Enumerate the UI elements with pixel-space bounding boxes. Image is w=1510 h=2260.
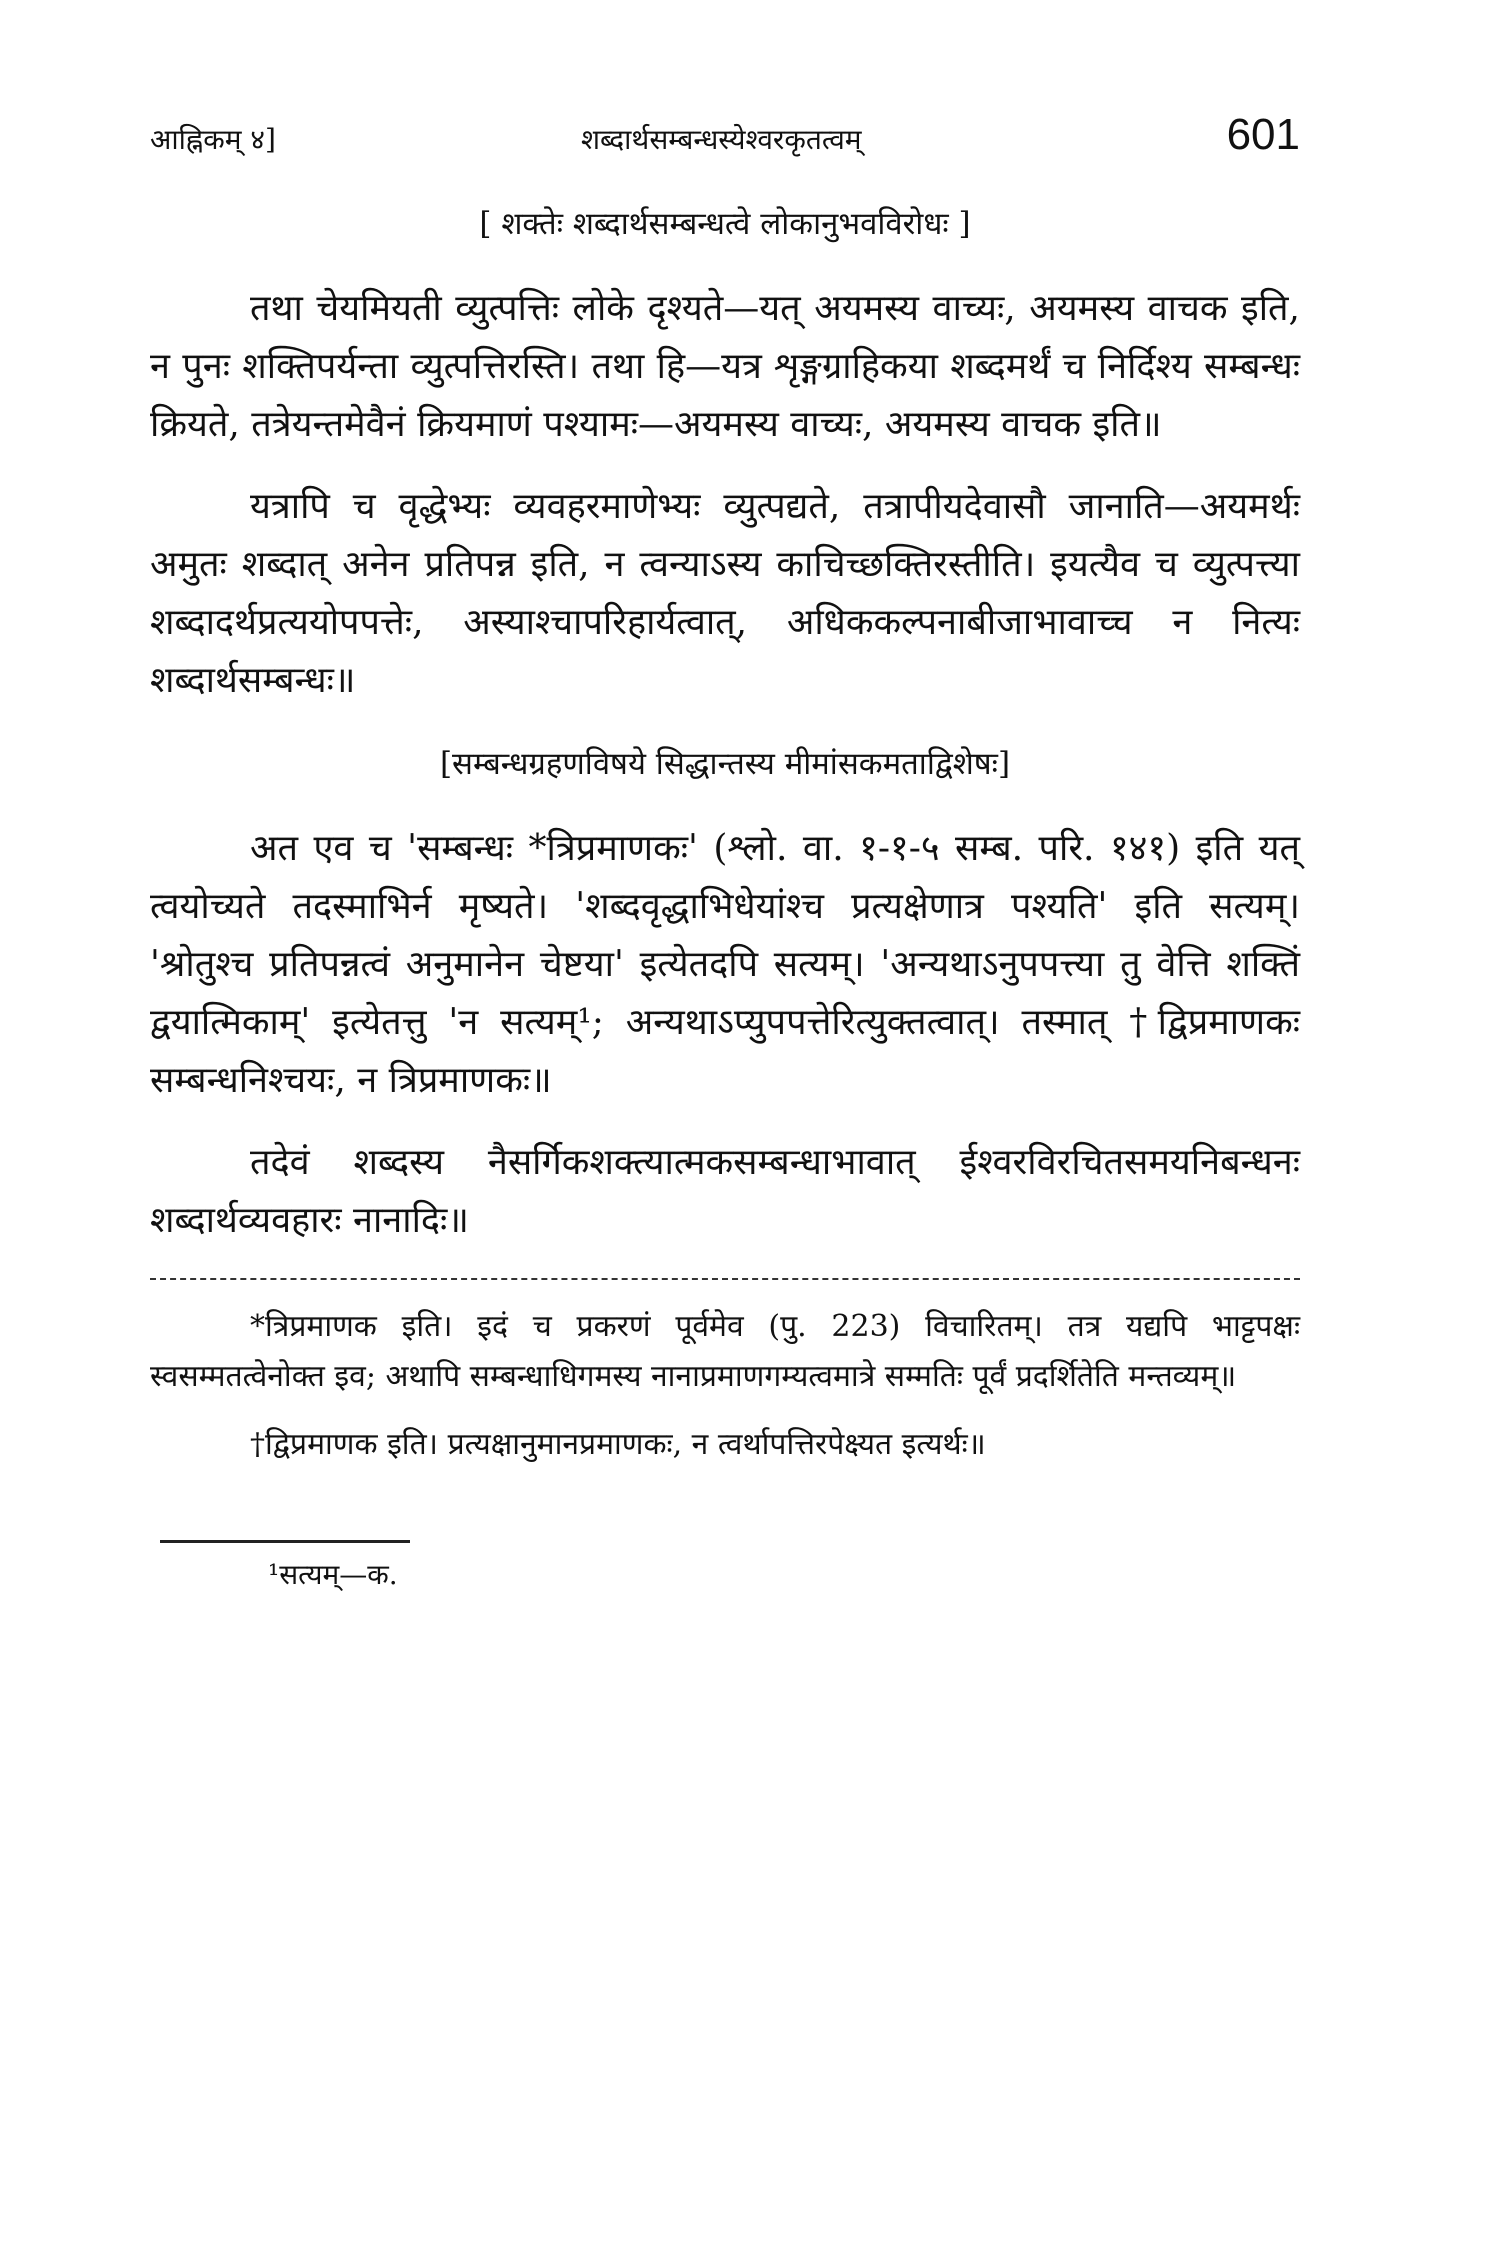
page-number: 601: [1226, 110, 1300, 159]
paragraph: तथा चेयमियती व्युत्पत्तिः लोके दृश्यते—यत् अयमस्य वाच्यः, अयमस्य वाचक इति, न पुनः शक्तिपर्यन्ता व्युत्पत्तिरस्ति। तथा हि—यत्र शृङ्गग्राहिकया शब्दमर्थं च निर्दिश्य सम्बन्धः क्रियते, तत्रेयन्तमेवैनं क्रियमाणं पश्यामः—अयमस्य वाच्यः, अयमस्य वाचक इति॥: [150, 288, 1300, 445]
paragraph: यत्रापि च वृद्धेभ्यः व्यवहरमाणेभ्यः व्युत्पद्यते, तत्रापीयदेवासौ जानाति—अयमर्थः अमुतः शब्दात् अनेन प्रतिपन्न इति, न त्वन्याऽस्य काचिच्छक्तिरस्तीति। इयत्यैव च व्युत्पत्त्या शब्दादर्थप्रत्ययोपपत्तेः, अस्याश्चापरिहार्यत्वात्, अधिककल्पनाबीजाभावाच्च न नित्यः शब्दार्थसम्बन्धः॥: [150, 486, 1300, 701]
chapter-label: आह्निकम् ४]: [150, 123, 276, 156]
variant-divider: [160, 1540, 410, 1543]
paragraph: अत एव च 'सम्बन्धः *त्रिप्रमाणकः' (श्लो. वा. १-१-५ सम्ब. परि. १४१) इति यत् त्वयोच्यते तदस्माभिर्न मृष्यते। 'शब्दवृद्धाभिधेयांश्च प्रत्यक्षेणात्र पश्यति' इति सत्यम्। 'श्रोतुश्च प्रतिपन्नत्वं अनुमानेन चेष्टया' इत्येतदपि सत्यम्। 'अन्यथाऽनुपपत्त्या तु वेत्ति शक्तिं द्वयात्मिकाम्' इत्येतत्तु 'न सत्यम्¹; अन्यथाऽप्युपपत्तेरित्युक्तत्वात्। तस्मात् †द्विप्रमाणकः सम्बन्धनिश्चयः, न त्रिप्रमाणकः॥: [150, 828, 1300, 1101]
footnote: †द्विप्रमाणक इति। प्रत्यक्षानुमानप्रमाणकः, न त्वर्थापत्तिरपेक्ष्यत इत्यर्थः॥: [250, 1427, 986, 1462]
running-head: [150, 110, 1300, 170]
paragraph: तदेवं शब्दस्य नैसर्गिकशक्त्यात्मकसम्बन्धाभावात् ईश्वरविरचितसमयनिबन्धनः शब्दार्थव्यवहारः नानादिः॥: [150, 1142, 1300, 1241]
section-heading-1: [ शक्तेः शब्दार्थसम्बन्धत्वे लोकानुभवविरोधः ]: [479, 206, 971, 242]
footnote-divider: [150, 1278, 1300, 1280]
footnote: *त्रिप्रमाणक इति। इदं च प्रकरणं पूर्वमेव (पु. 223) विचारितम्। तत्र यद्यपि भाट्टपक्षः स्वसम्मतत्वेनोक्त इव; अथापि सम्बन्धाधिगमस्य नानाप्रमाणगम्यत्वमात्रे सम्मतिः पूर्वं प्रदर्शितेति मन्तव्यम्॥: [150, 1309, 1300, 1394]
variant-reading-note: ¹सत्यम्—क.: [268, 1558, 398, 1591]
section-heading-2: [सम्बन्धग्रहणविषये सिद्धान्तस्य मीमांसकमताद्विशेषः]: [439, 746, 1011, 782]
running-title: शब्दार्थसम्बन्धस्येश्वरकृतत्वम्: [580, 123, 862, 156]
book-page: [150, 110, 1300, 1593]
